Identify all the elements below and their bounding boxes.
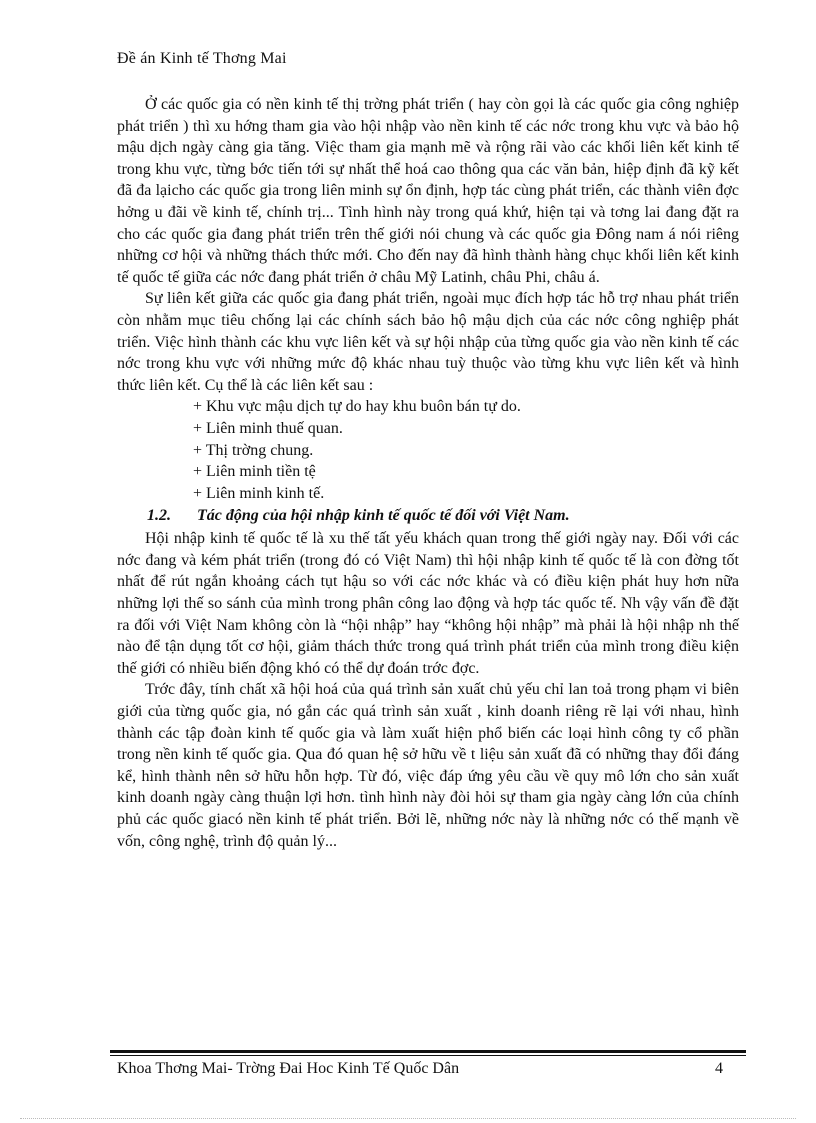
paragraph: Trớc đây, tính chất xã hội hoá của quá trình sản xuất chủ yếu chỉ lan toả trong phạm vi biên giới của từng quốc gia, nó gắn các quá trình sản xuất , kinh doanh riêng rẽ lại với nhau, hình thành các tập đoàn kinh tế quốc gia và làm xuất hiện phổ biến các loại hình công ty cổ phần trong nền kinh tế quốc gia. Qua đó quan hệ sở hữu về t liệu sản xuất đã có những thay đổi đáng kể, hình thành nên sở hữu hỗn hợp. Từ đó, việc đáp ứng yêu cầu về quy mô lớn cho sản xuất kinh doanh ngày càng thuận lợi hơn. tình hình này đòi hỏi sự tham gia ngày càng lớn của chính phủ các quốc giacó nền kinh tế phát triển. Bởi lẽ, những nớc này là những nớc có thế mạnh về vốn, công nghệ, trình độ quản lý... — [117, 681, 739, 850]
list-item: + Liên minh kinh tế. — [193, 484, 325, 502]
list-item: + Thị trờng chung. — [193, 441, 314, 459]
paragraph: Hội nhập kinh tế quốc tế là xu thế tất yếu khách quan trong thế giới ngày nay. Đối với các nớc đang và kém phát triển (trong đó có Việt Nam) thì hội nhập kinh tế quốc tế là con đờng tốt nhất để rút ngắn khoảng cách tụt hậu so với các nớc khác và có điều kiện phát huy hơn nữa những lợi thế so sánh của mình trong phân công lao động và hợp tác quốc tế. Nh vậy vấn đề đặt ra đối với Việt Nam không còn là “hội nhập” hay “không hội nhập” mà phải là hội nhập nh thế nào để tận dụng tốt cơ hội, giảm thách thức trong quá trình phát triển của mình trong điều kiện thế giới có nhiều biến động khó có thể dự đoán trớc đợc. — [117, 530, 739, 677]
paragraph: Ở các quốc gia có nền kinh tế thị trờng phát triển ( hay còn gọi là các quốc gia công nghiệp phát triển ) thì xu hớng tham gia vào hội nhập vào nền kinh tế các nớc trong khu vực và bảo hộ mậu dịch ngày càng gia tăng. Việc tham gia mạnh mẽ và rộng rãi vào các khối liên kết kinh tế trong khu vực, từng bớc tiến tới sự nhất thể hoá cao thông qua các văn bản, hiệp định đã kỹ kết đã đa lạicho các quốc gia trong liên minh sự ổn định, hợp tác cùng phát triển, các thành viên đợc hởng u đãi về kinh tế, chính trị... Tình hình này trong quá khứ, hiện tại và tơng lai đang đặt ra cho các quốc gia đang phát triển trên thế giới nói chung và các quốc gia Đông nam á nói riêng những cơ hội và những thách thức mới. Cho đến nay đã hình thành hàng chục khối liên kết kinh tế quốc tế giữa các nớc đang phát triển ở châu Mỹ Latinh, châu Phi, châu á. — [117, 96, 739, 286]
liaison-list — [117, 396, 739, 504]
footer-label: Khoa Thơng Mai- Trờng Đai Hoc Kinh Tế Quốc Dân — [117, 1060, 460, 1077]
paragraph: Sự liên kết giữa các quốc gia đang phát triển, ngoài mục đích hợp tác hỗ trợ nhau phát triển còn nhằm mục tiêu chống lại các chính sách bảo hộ mậu dịch của các nớc công nghiệp phát triển. Việc hình thành các khu vực liên kết và sự hội nhập của từng quốc gia vào nền kinh tế các nớc trong khu vực với những mức độ khác nhau tuỳ thuộc vào từng khu vực liên kết và hình thức liên kết. Cụ thể là các liên kết sau : — [117, 290, 739, 394]
list-item: + Liên minh tiền tệ — [193, 463, 316, 481]
page-number: 4 — [715, 1060, 723, 1077]
document-body — [117, 94, 739, 852]
footer-rule-thin — [110, 1055, 746, 1056]
page-header: Đề án Kinh tế Thơng Mai — [117, 50, 287, 67]
section-title: Tác động của hội nhập kinh tế quốc tế đối với Việt Nam. — [197, 507, 570, 525]
section-number: 1.2. — [147, 507, 171, 525]
footer-rule-thick — [110, 1050, 746, 1053]
section-heading — [117, 504, 739, 528]
list-item: + Khu vực mậu dịch tự do hay khu buôn bán tự do. — [193, 398, 521, 416]
list-item: + Liên minh thuế quan. — [193, 419, 343, 437]
page-bottom-dotted-divider — [20, 1118, 796, 1119]
page-footer — [117, 1060, 723, 1078]
